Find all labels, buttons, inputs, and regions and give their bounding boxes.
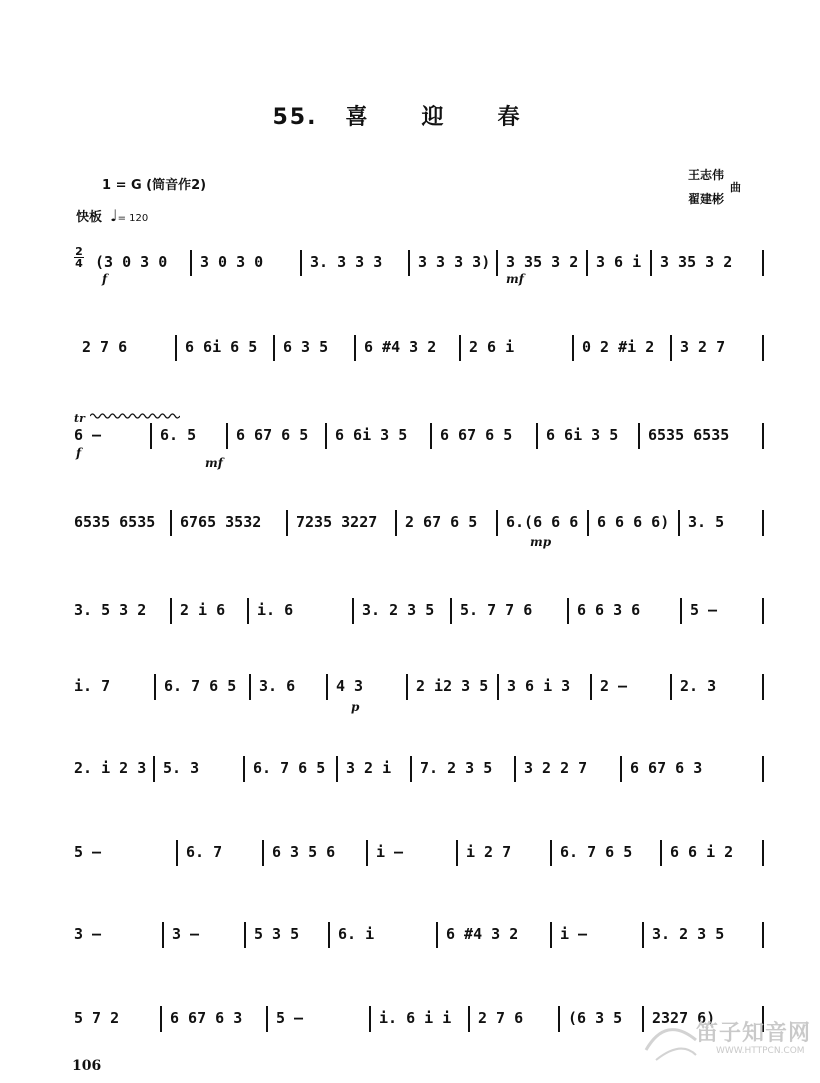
- dynamic-f-2: f: [76, 446, 82, 460]
- measure: 6. i: [338, 925, 375, 943]
- barline: [176, 840, 178, 866]
- watermark-url: WWW.HTTPCN.COM: [716, 1046, 805, 1056]
- title-char-1: 喜: [345, 105, 370, 130]
- measure: 3 0 3 0: [200, 253, 264, 271]
- barline: [762, 756, 764, 782]
- measure: 2 7 6: [82, 338, 128, 356]
- barline: [160, 1006, 162, 1032]
- barline: [369, 1006, 371, 1032]
- piece-title: [0, 100, 820, 131]
- measure: 6 #4 3 2: [446, 925, 519, 943]
- measure: 5 7 2: [74, 1009, 120, 1027]
- barline: [430, 423, 432, 449]
- measure: 6 6 i 2: [670, 843, 734, 861]
- barline: [670, 674, 672, 700]
- barline: [352, 598, 354, 624]
- measure: 3. 5: [688, 513, 725, 531]
- barline: [762, 922, 764, 948]
- watermark-text: 笛子知音网: [696, 1021, 812, 1046]
- barline: [514, 756, 516, 782]
- measure: i. 7: [74, 677, 111, 695]
- barline: [572, 335, 574, 361]
- barline: [249, 674, 251, 700]
- measure: 6 6i 3 5: [546, 426, 619, 444]
- measure: 0 2 #i 2: [582, 338, 655, 356]
- barline: [170, 598, 172, 624]
- measure: 3 35 3 2: [660, 253, 733, 271]
- barline: [590, 674, 592, 700]
- measure: 6535 6535: [648, 426, 730, 444]
- barline: [273, 335, 275, 361]
- measure: 6 6 3 6: [577, 601, 641, 619]
- measure: 6. 7: [186, 843, 223, 861]
- measure: (3 0 3 0: [95, 253, 168, 271]
- title-char-2: 迎: [421, 105, 446, 130]
- barline: [762, 840, 764, 866]
- quarter-note-icon: ♩: [110, 206, 118, 225]
- measure: 3 2 2 7: [524, 759, 588, 777]
- barline: [326, 674, 328, 700]
- measure: 5. 7 7 6: [460, 601, 533, 619]
- measure: 3. 3 3 3: [310, 253, 383, 271]
- measure: 3 –: [74, 925, 102, 943]
- score-line: [74, 245, 774, 276]
- barline: [410, 756, 412, 782]
- dynamic-mf-2: mf: [205, 456, 223, 470]
- tempo-marking: [76, 206, 148, 225]
- barline: [366, 840, 368, 866]
- measure: i. 6: [257, 601, 294, 619]
- barline: [587, 510, 589, 536]
- barline: [450, 598, 452, 624]
- score-line: [74, 333, 774, 361]
- measure: 6 #4 3 2: [364, 338, 437, 356]
- barline: [496, 510, 498, 536]
- measure: 5 –: [690, 601, 718, 619]
- measure: 6. 7 6 5: [560, 843, 633, 861]
- barline: [300, 250, 302, 276]
- measure: 2 i2 3 5: [416, 677, 489, 695]
- barline: [586, 250, 588, 276]
- measure: 5 –: [74, 843, 102, 861]
- measure: 6 6 6 6): [597, 513, 670, 531]
- measure: 3 –: [172, 925, 200, 943]
- measure: 2 6 i: [469, 338, 515, 356]
- barline: [325, 423, 327, 449]
- measure: 3 2 i: [346, 759, 392, 777]
- time-signature-top: 2: [75, 245, 83, 258]
- measure: 3 6 i: [596, 253, 642, 271]
- barline: [153, 756, 155, 782]
- barline: [243, 756, 245, 782]
- tempo-value: = 120: [117, 213, 149, 224]
- barline: [496, 250, 498, 276]
- measure: 3 3 3 3): [418, 253, 491, 271]
- barline: [660, 840, 662, 866]
- key-signature: 1 = G (筒音作2): [102, 178, 207, 193]
- barline: [558, 1006, 560, 1032]
- barline: [550, 840, 552, 866]
- measure: i –: [376, 843, 404, 861]
- barline: [170, 510, 172, 536]
- score-line: [74, 421, 774, 449]
- measure: 5 3 5: [254, 925, 300, 943]
- barline: [678, 510, 680, 536]
- measure: 3. 5 3 2: [74, 601, 147, 619]
- measure: 6 6i 3 5: [335, 426, 408, 444]
- measure: 6. 7 6 5: [164, 677, 237, 695]
- piece-number: 55.: [272, 105, 318, 130]
- measure: (6 3 5: [568, 1009, 623, 1027]
- measure: 5. 3: [163, 759, 200, 777]
- measure: 2. i 2 3: [74, 759, 147, 777]
- measure: i –: [560, 925, 588, 943]
- score-line: [74, 596, 774, 624]
- score-line: [74, 838, 774, 866]
- measure: 3 35 3 2: [506, 253, 579, 271]
- measure: 3. 2 3 5: [362, 601, 435, 619]
- measure: 6 67 6 3: [630, 759, 703, 777]
- measure: i. 6 i i: [379, 1009, 452, 1027]
- barline: [567, 598, 569, 624]
- score-line: [74, 672, 774, 700]
- barline: [244, 922, 246, 948]
- barline: [354, 335, 356, 361]
- barline: [680, 598, 682, 624]
- barline: [650, 250, 652, 276]
- barline: [226, 423, 228, 449]
- dynamic-p: p: [351, 700, 360, 714]
- measure: 6 3 5: [283, 338, 329, 356]
- measure: 3. 2 3 5: [652, 925, 725, 943]
- composer-1: 王志伟: [688, 168, 725, 182]
- measure: 3 6 i 3: [507, 677, 571, 695]
- barline: [286, 510, 288, 536]
- measure: 6. 7 6 5: [253, 759, 326, 777]
- tempo-label: 快板: [76, 210, 103, 225]
- barline: [497, 674, 499, 700]
- measure: 2 7 6: [478, 1009, 524, 1027]
- title-char-3: 春: [497, 105, 522, 130]
- barline: [336, 756, 338, 782]
- barline: [436, 922, 438, 948]
- dynamic-mf-1: mf: [506, 272, 524, 286]
- barline: [620, 756, 622, 782]
- dynamic-f-1: f: [102, 272, 108, 286]
- measure: 2 67 6 5: [405, 513, 478, 531]
- barline: [536, 423, 538, 449]
- barline: [762, 598, 764, 624]
- measure: 2327 6): [652, 1009, 716, 1027]
- measure: 2. 3: [680, 677, 717, 695]
- measure: 3 2 7: [680, 338, 726, 356]
- measure: i 2 7: [466, 843, 512, 861]
- barline: [162, 922, 164, 948]
- measure: 6 67 6 5: [236, 426, 309, 444]
- barline: [154, 674, 156, 700]
- barline: [550, 922, 552, 948]
- measure: 2 i 6: [180, 601, 226, 619]
- barline: [459, 335, 461, 361]
- score-line: [74, 754, 774, 782]
- composer-2: 翟建彬: [688, 192, 725, 206]
- barline: [762, 510, 764, 536]
- measure: 6 67 6 3: [170, 1009, 243, 1027]
- barline: [150, 423, 152, 449]
- measure: 6 67 6 5: [440, 426, 513, 444]
- measure: 6. 5: [160, 426, 197, 444]
- page-number: 106: [72, 1058, 102, 1074]
- measure: 6 –: [74, 426, 102, 444]
- barline: [262, 840, 264, 866]
- measure: 3. 6: [259, 677, 296, 695]
- barline: [266, 1006, 268, 1032]
- barline: [762, 674, 764, 700]
- barline: [762, 335, 764, 361]
- measure: 7. 2 3 5: [420, 759, 493, 777]
- barline: [468, 1006, 470, 1032]
- barline: [395, 510, 397, 536]
- composer-role: 曲: [730, 181, 741, 194]
- barline: [642, 922, 644, 948]
- measure: 6.(6 6 6: [506, 513, 579, 531]
- measure: 6535 6535: [74, 513, 156, 531]
- trill-wave-icon: [90, 412, 180, 420]
- barline: [406, 674, 408, 700]
- trill-mark: tr: [74, 412, 85, 425]
- barline: [456, 840, 458, 866]
- barline: [670, 335, 672, 361]
- measure: 6765 3532: [180, 513, 262, 531]
- barline: [247, 598, 249, 624]
- barline: [408, 250, 410, 276]
- barline: [190, 250, 192, 276]
- measure: 7235 3227: [296, 513, 378, 531]
- measure: 6 6i 6 5: [185, 338, 258, 356]
- dynamic-mp: mp: [530, 535, 552, 549]
- barline: [638, 423, 640, 449]
- measure: 4 3: [336, 677, 364, 695]
- barline: [762, 250, 764, 276]
- score-line: [74, 920, 774, 948]
- barline: [175, 335, 177, 361]
- measure: 6 3 5 6: [272, 843, 336, 861]
- measure: 5 –: [276, 1009, 304, 1027]
- measure: 2 –: [600, 677, 628, 695]
- barline: [762, 423, 764, 449]
- barline: [328, 922, 330, 948]
- score-line: [74, 508, 774, 536]
- time-signature-bottom: 4: [75, 257, 83, 270]
